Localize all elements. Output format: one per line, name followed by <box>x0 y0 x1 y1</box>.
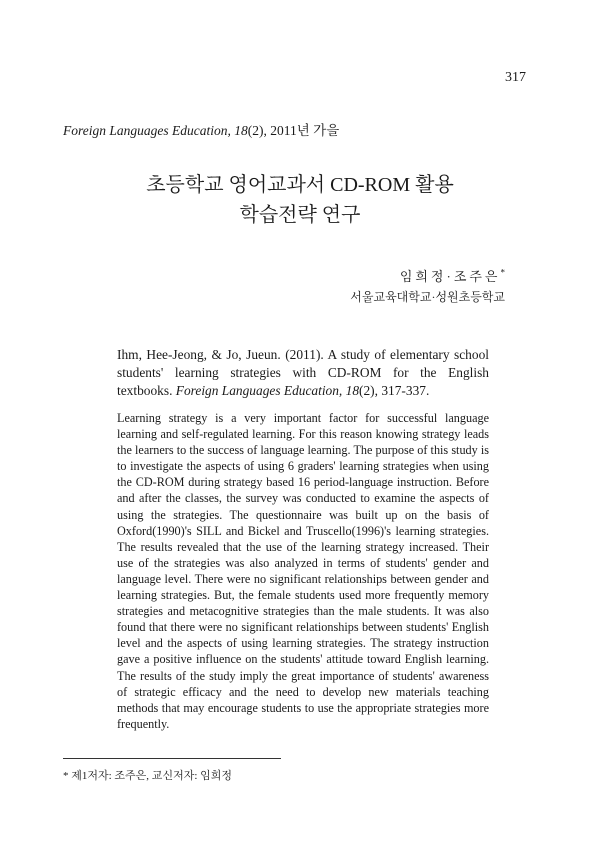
footnote: * 제1저자: 조주은, 교신저자: 임희정 <box>63 770 232 782</box>
citation-pages: (2), 317-337. <box>359 383 430 398</box>
abstract: Learning strategy is a very important factor for successful language learning and self-regulated learning. For this reason knowing strategy leads the learners to the success of language learning. The purpose of this study is to investigate the aspects of using 6 graders' learning strategies when using the CD-ROM during strategy based 16 period-language instruction. Before and after the classes, the survey was conducted to examine the aspects of using the strategies. The questionnaire was built up on the basis of Oxford(1990)'s SILL and Bickel and Truscello(1996)'s learning strategies. The results revealed that the use of the learning strategy increased. Their use of the strategies was also analyzed in terms of students' gender and language level. There were no significant relationships between gender and learning strategies. But, the female students used more frequently memory strategies and metacognitive strategies than the male students. It was also found that there were no significant relationships between students' English level and the aspects of using learning strategies. The strategy instruction gave a positive influence on the students' attitude toward English learning. The results of the study imply the great importance of students' awareness of strategic efficacy and the need to develop new materials teaching methods that may encourage students to use the appropriate strategies more frequently. <box>117 411 489 731</box>
title-line-2: 학습전략 연구 <box>239 204 361 226</box>
journal-issue: (2), 2011년 가을 <box>247 123 340 138</box>
journal-volume: 18 <box>234 123 248 138</box>
page-number: 317 <box>505 70 526 85</box>
citation <box>117 346 489 400</box>
author-names <box>400 266 505 285</box>
paper-title <box>0 170 600 230</box>
citation-main: Ihm, Hee-Jeong, & Jo, Jueun. (2011). A study of elementary school students' learning strategies with CD-ROM for the English textbooks. <box>117 347 489 398</box>
title-line-1: 초등학교 영어교과서 CD-ROM 활용 <box>146 174 454 196</box>
footnote-divider <box>63 758 281 759</box>
author-footnote-mark: * <box>500 267 505 278</box>
author-names-text: 임희정·조주은 <box>399 269 501 284</box>
citation-journal: Foreign Languages Education, <box>175 383 343 398</box>
citation-volume: 18 <box>345 383 360 398</box>
journal-name: Foreign Languages Education, <box>63 123 231 138</box>
journal-header <box>63 119 339 139</box>
author-affiliation: 서울교육대학교·성원초등학교 <box>350 290 505 304</box>
